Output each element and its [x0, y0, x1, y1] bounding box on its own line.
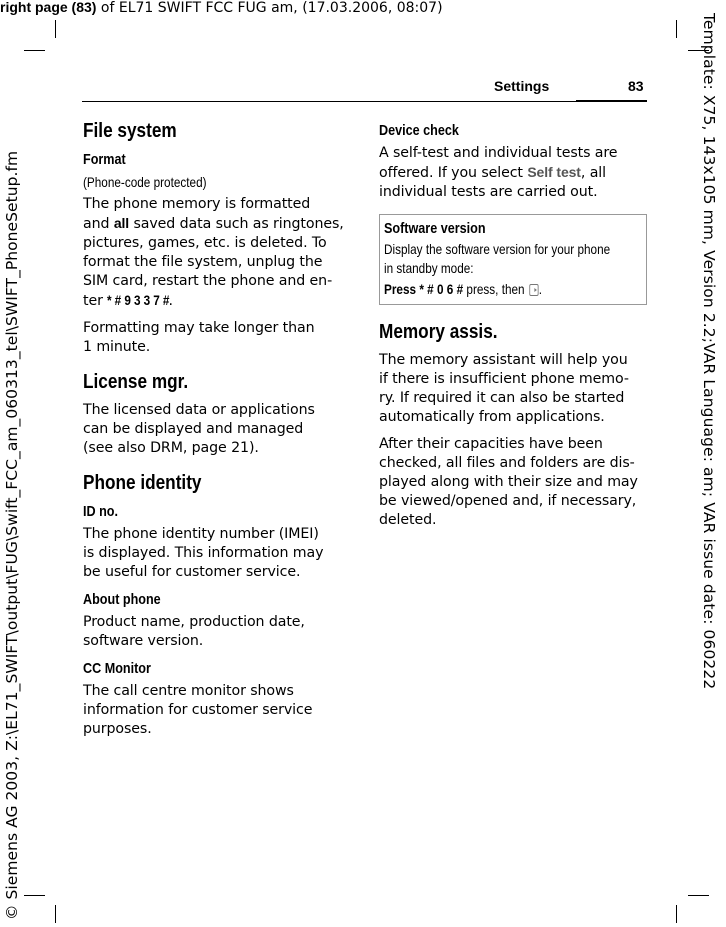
software-version-heading: Software version: [384, 220, 486, 237]
self-test-term: Self test: [527, 164, 581, 180]
file-system-heading: File system: [83, 120, 177, 142]
text-line: automatically from applications.: [379, 409, 605, 425]
crop-mark: [676, 905, 677, 923]
text-line: can be displayed and managed: [83, 421, 304, 437]
text-line: be useful for customer service.: [83, 564, 301, 580]
text-line: individual tests are carried out.: [379, 184, 598, 200]
phone-identity-heading: Phone identity: [83, 472, 202, 494]
crop-mark: [55, 20, 56, 38]
text-line: After their capacities have been: [379, 436, 603, 452]
text-line: The memory assistant will help you: [379, 352, 628, 368]
cc-monitor-heading: CC Monitor: [83, 660, 151, 677]
id-no-paragraph: [83, 525, 351, 582]
memory-assis-paragraph-2: [379, 435, 647, 530]
right-column: [379, 121, 647, 530]
software-version-desc-line: in standby mode:: [384, 260, 474, 276]
text-fragment: saved data such as ringtones,: [129, 216, 344, 232]
print-header-file-info: of EL71 SWIFT FCC FUG am, (17.03.2006, 08:07): [96, 0, 443, 16]
software-version-desc-line: Display the software version for your phone: [384, 241, 611, 257]
text-line: [379, 163, 647, 183]
license-mgr-heading: License mgr.: [83, 371, 189, 393]
print-header: [0, 0, 443, 17]
crop-mark: [55, 905, 56, 923]
text-line: The call centre monitor shows: [83, 683, 294, 699]
text-line: is displayed. This information may: [83, 545, 324, 561]
text-fragment: .: [538, 281, 543, 297]
text-fragment: and: [83, 216, 114, 232]
text-line: pictures, games, etc. is deleted. To: [83, 235, 327, 251]
text-line: purposes.: [83, 721, 152, 737]
text-line: checked, all files and folders are dis-: [379, 455, 635, 471]
copyright-path-vertical: © Siemens AG 2003, Z:\EL71_SWIFT\output\FUG\Swift_FCC_am_060313_tel\SWIFT_PhoneSetup.fm: [3, 150, 21, 920]
text-line: Formatting may take longer than: [83, 320, 315, 336]
text-fragment: offered. If you select: [379, 165, 528, 181]
about-phone-paragraph: [83, 613, 351, 651]
software-version-key-code: * # 0 6 #: [419, 281, 464, 297]
text-line: The licensed data or applications: [83, 402, 315, 418]
text-line: The phone memory is formatted: [83, 196, 311, 212]
formatting-time-paragraph: [83, 319, 351, 357]
text-line: deleted.: [379, 512, 437, 528]
right-softkey-icon: [530, 284, 539, 296]
device-check-paragraph: [379, 144, 647, 202]
text-line: format the file system, unplug the: [83, 254, 323, 270]
print-header-page-label: right page (83): [0, 0, 97, 15]
text-fragment: .: [168, 293, 173, 309]
text-line: SIM card, restart the phone and en-: [83, 273, 333, 289]
text-fragment: press, then: [463, 281, 528, 297]
running-head-page-number: 83: [628, 78, 644, 94]
header-rule-accent: [576, 100, 647, 102]
crop-mark: [688, 895, 709, 896]
header-rule: [82, 101, 647, 102]
format-note: (Phone-code protected): [83, 174, 207, 190]
text-fragment: ter: [83, 293, 108, 309]
text-line: software version.: [83, 633, 204, 649]
crop-mark: [24, 895, 45, 896]
text-line: [83, 214, 351, 234]
format-key-code: * # 9 3 3 7 #: [107, 292, 170, 308]
text-line: if there is insufficient phone memo-: [379, 371, 629, 387]
format-heading: Format: [83, 151, 126, 168]
text-line: ry. If required it can also be started: [379, 390, 625, 406]
left-column: [83, 118, 351, 739]
crop-mark: [24, 50, 45, 51]
text-line: A self-test and individual tests are: [379, 145, 618, 161]
memory-assis-paragraph-1: [379, 351, 647, 427]
software-version-box: [379, 214, 647, 305]
text-line: played along with their size and may: [379, 474, 638, 490]
format-paragraph: [83, 195, 351, 311]
id-no-heading: ID no.: [83, 503, 119, 520]
text-line: [83, 291, 351, 311]
text-line: Product name, production date,: [83, 614, 305, 630]
template-info-vertical: Template: X75, 143x105 mm, Version 2.2;VAR Language: am; VAR issue date: 060222: [700, 13, 718, 690]
software-version-instruction: [384, 279, 600, 299]
text-fragment: , all: [580, 165, 606, 181]
device-check-heading: Device check: [379, 122, 459, 139]
press-label: Press: [384, 281, 420, 297]
about-phone-heading: About phone: [83, 591, 161, 608]
text-line: information for customer service: [83, 702, 313, 718]
running-head-section: Settings: [494, 78, 550, 94]
cc-monitor-paragraph: [83, 682, 351, 739]
text-line: The phone identity number (IMEI): [83, 526, 319, 542]
text-line: be viewed/opened and, if necessary,: [379, 493, 637, 509]
license-paragraph: [83, 401, 351, 458]
crop-mark: [676, 20, 677, 38]
memory-assis-heading: Memory assis.: [379, 321, 498, 343]
text-line: 1 minute.: [83, 339, 151, 355]
emphasis-all: all: [113, 215, 130, 231]
text-line: (see also DRM, page 21).: [83, 440, 259, 456]
